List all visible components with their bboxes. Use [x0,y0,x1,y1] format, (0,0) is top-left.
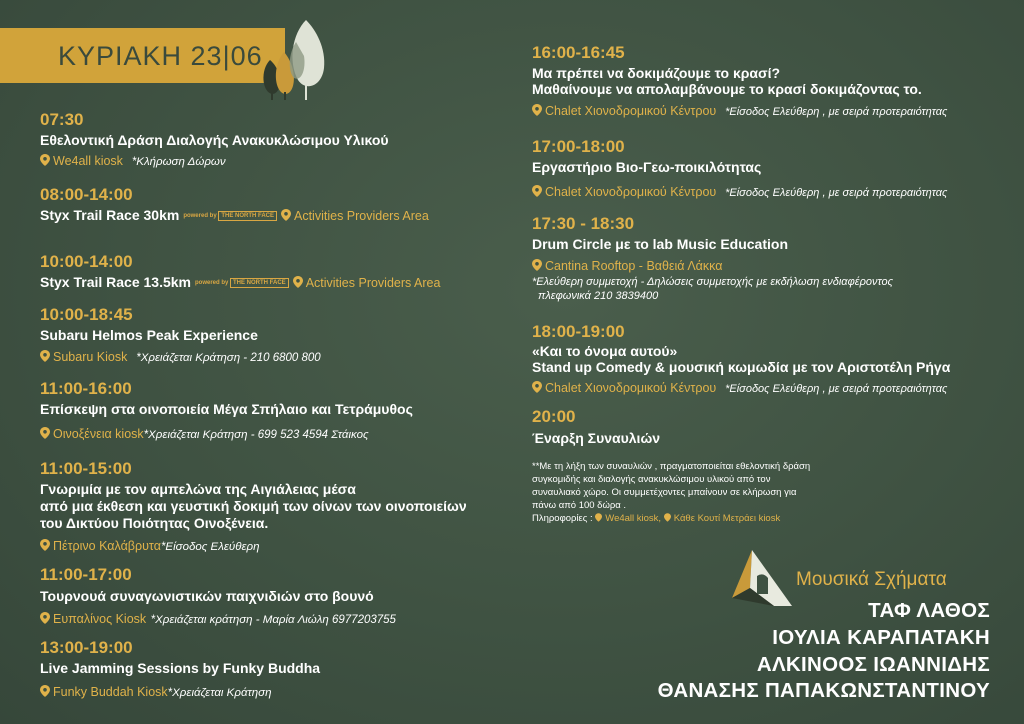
event-title: Subaru Helmos Peak Experience [40,327,258,343]
event-location-row [532,102,947,120]
event-location: Chalet Χιονοδρομικού Κέντρου [545,185,717,199]
event-note: *Είσοδος Ελεύθερη , με σειρά προτεραιότητας [725,106,948,118]
event-note: *Χρειάζεται Κράτηση - 210 6800 800 [136,352,321,364]
event-location: Activities Providers Area [305,276,441,290]
event-location: Cantina Rooftop - Βαθειά Λάκκα [545,259,723,273]
sponsor-brand: THE NORTH FACE [230,278,289,288]
sponsor-logo [183,211,277,221]
event-time: 08:00-14:00 [40,185,133,204]
event-time: 07:30 [40,110,84,129]
event-location-row [532,257,722,275]
event-note: *Χρειάζεται Κράτηση - 699 523 4594 Στάικος [143,429,369,441]
location-pin-icon [532,259,542,271]
event-note: *Είσοδος Ελεύθερη [160,541,260,553]
location-pin-icon [40,154,50,166]
event-title: Τουρνουά συναγωνιστικών παιχνιδιών στο βουνό [40,588,374,604]
artist-name: ΘΑΝΑΣΗΣ ΠΑΠΑΚΩΝΣΤΑΝΤΙΝΟΥ [657,679,990,702]
event-time: 16:00-16:45 [532,43,625,62]
event-location-row [532,183,947,201]
footnote [532,460,832,525]
mountain-logo-icon [730,548,796,608]
event-title-line: «Και το όνομα αυτού» [532,343,678,359]
event-title: Εθελοντική Δράση Διαλογής Ανακυκλώσιμου Υλικού [40,132,389,148]
event-location-row [40,425,369,443]
artist-name: ΑΛΚΙΝΟΟΣ ΙΩΑΝΝΙΔΗΣ [756,653,990,676]
footnote-info [532,512,832,525]
location-pin-icon [40,685,50,697]
event-time: 11:00-15:00 [40,459,132,478]
event-title: Εργαστήριο Βιο-Γεω-ποικιλότητας [532,159,762,175]
event-location: Activities Providers Area [294,209,429,223]
event-location-row [40,683,272,701]
event-location: We4all kiosk [53,154,123,168]
event-time: 11:00-17:00 [40,565,132,584]
event-time: 10:00-18:45 [40,305,133,324]
location-pin-icon [664,513,671,522]
event-time: 20:00 [532,407,576,426]
sponsor-prefix: powered by [183,212,217,219]
event-title-line: Μαθαίνουμε να απολαμβάνουμε το κρασί δοκιμάζοντας το. [532,81,922,97]
location-pin-icon [281,209,291,221]
artist-name: ΤΑΦ ΛΑΘΟΣ [868,599,990,622]
event-location: Chalet Χιονοδρομικού Κέντρου [545,104,717,118]
event-title: Styx Trail Race 30km [40,207,180,223]
event-location: Subaru Kiosk [53,350,128,364]
event-time: 18:00-19:00 [532,322,625,341]
info-location: Κάθε Κουτί Μετράει kiosk [673,513,781,524]
info-prefix: Πληροφορίες : [532,513,593,524]
event-location-row [40,152,226,170]
event-note: *Είσοδος Ελεύθερη , με σειρά προτεραιότητας [725,187,948,199]
day-title: ΚΥΡΙΑΚΗ 23|06 [58,41,263,71]
event-note: *Χρειάζεται κράτηση - Μαρία Λιώλη 6977203755 [150,614,396,626]
location-pin-icon [40,612,50,624]
footnote-line: **Με τη λήξη των συναυλιών , πραγματοποιείται εθελοντική δράση [532,461,811,472]
event-time: 13:00-19:00 [40,638,133,657]
event-title: Drum Circle με το lab Music Education [532,236,788,252]
event-location: Funky Buddah Kiosk [53,685,168,699]
event-title-row [40,274,440,292]
music-heading: Μουσικά Σχήματα [796,569,947,590]
event-title-line: Γνωριμία με τον αμπελώνα της Αιγιάλειας μέσα [40,481,356,497]
trees-icon [258,12,330,102]
footnote-line: πάνω από 100 δώρα . [532,500,627,511]
artist-name: ΙΟΥΛΙΑ ΚΑΡΑΠΑΤΑΚΗ [772,626,990,649]
event-location-row [532,379,947,397]
sponsor-brand: THE NORTH FACE [218,211,277,221]
event-note: *Χρειάζεται Κράτηση [167,687,272,699]
event-title: Styx Trail Race 13.5km [40,274,191,290]
event-title: Επίσκεψη στα οινοποιεία Μέγα Σπήλαιο και Τετράμυθος [40,401,413,417]
event-location-row [40,537,260,555]
location-pin-icon [40,350,50,362]
event-title-row [40,207,429,225]
location-pin-icon [40,539,50,551]
event-location: Οινοξένεια kiosk [53,427,144,441]
footnote-line: συναυλιακό χώρο. Οι συμμετέχοντες μπαίνουν σε κλήρωση για [532,487,797,498]
location-pin-icon [532,185,542,197]
event-time: 17:00-18:00 [532,137,625,156]
location-pin-icon [532,381,542,393]
sponsor-logo [195,278,289,288]
event-title-line: Stand up Comedy & μουσική κωμωδία με τον Αριστοτέλη Ρήγα [532,359,951,375]
event-note: *Είσοδος Ελεύθερη , με σειρά προτεραιότητας [725,383,948,395]
location-pin-icon [595,513,602,522]
event-title-line: από μια έκθεση και γευστική δοκιμή των οίνων των οινοποιείων [40,498,467,514]
event-note: *Κλήρωση Δώρων [131,156,226,168]
footnote-line: συγκομιδής και διαλογής ανακυκλώσιμου υλικού από τον [532,474,771,485]
event-location-row [40,348,321,366]
event-location-row [40,610,396,628]
event-location: Πέτρινο Καλάβρυτα [53,539,161,553]
event-note-line: *Ελεύθερη συμμετοχή - Δηλώσεις συμμετοχής με εκδήλωση ενδιαφέροντος [532,276,893,288]
event-location: Chalet Χιονοδρομικού Κέντρου [545,381,717,395]
sponsor-prefix: powered by [195,279,229,286]
event-location: Ευπαλίνος Kiosk [53,612,147,626]
event-note-line: πλεφωνικά 210 3839400 [538,290,659,302]
event-title-line: του Δικτύου Ποιότητας Οινοξένεια. [40,515,269,531]
event-time: 10:00-14:00 [40,252,133,271]
event-time: 11:00-16:00 [40,379,132,398]
event-time: 17:30 - 18:30 [532,214,635,233]
info-location: We4all kiosk, [605,513,662,524]
event-title-line: Μα πρέπει να δοκιμάζουμε το κρασί? [532,65,781,81]
location-pin-icon [532,104,542,116]
location-pin-icon [40,427,50,439]
event-title: Έναρξη Συναυλιών [532,430,661,446]
location-pin-icon [293,276,303,288]
event-title: Live Jamming Sessions by Funky Buddha [40,660,321,676]
